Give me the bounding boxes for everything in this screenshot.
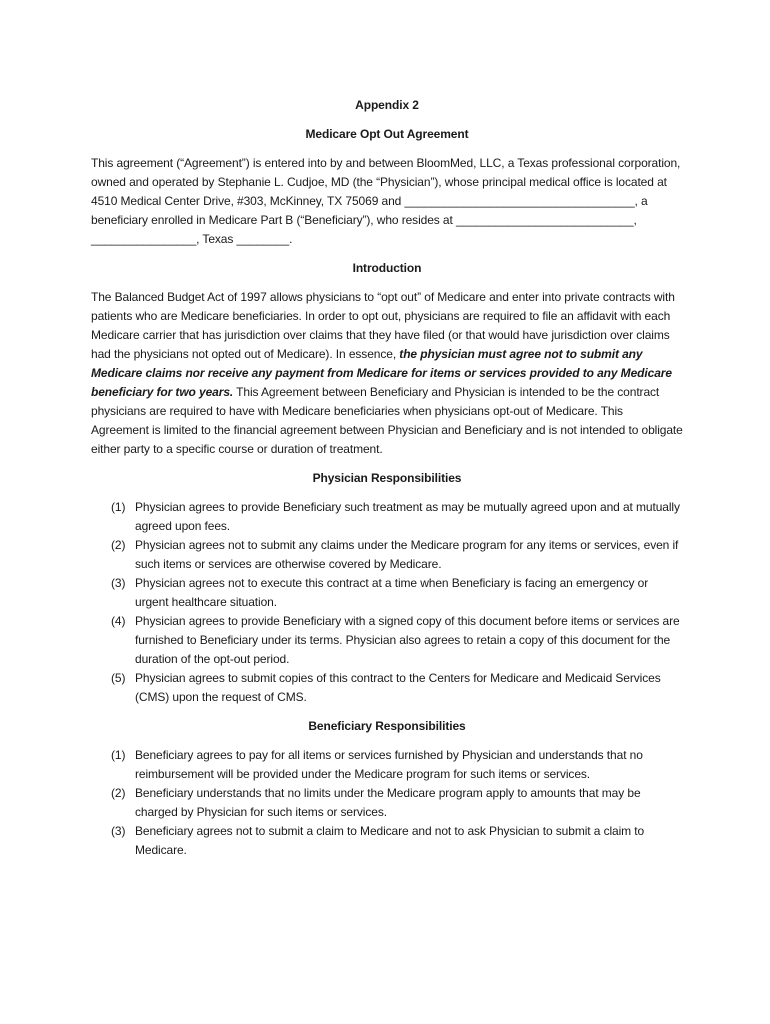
beneficiary-responsibilities-list [91,746,683,860]
list-item [91,612,683,669]
introduction-text-after: This Agreement between Beneficiary and Physician is intended to be the contract physicians are required to have with Medicare beneficiaries when physicians opt-out of Medicare. This Agreement is limited to the financial agreement between Physician and Beneficiary and is not intended to obligate either party to a specific course or duration of treatment. [91,385,683,456]
list-item [91,822,683,860]
list-item-text: Physician agrees to provide Beneficiary with a signed copy of this document before items or services are furnished to Beneficiary under its terms. Physician also agrees to retain a copy of this document for the duration of the opt-out period. [135,614,680,666]
list-item-number: (3) [111,824,126,838]
introduction-text-emphasis: the physician must agree not to submit any Medicare claims nor receive any payment from Medicare for items or services provided to any Medicare beneficiary for two years. [91,347,672,399]
list-item-number: (5) [111,671,126,685]
list-item-text: Physician agrees to provide Beneficiary such treatment as may be mutually agreed upon and at mutually agreed upon fees. [135,500,680,533]
beneficiary-responsibilities-heading: Beneficiary Responsibilities [308,719,466,733]
list-item-number: (2) [111,538,126,552]
list-item-text: Physician agrees not to execute this contract at a time when Beneficiary is facing an emergency or urgent healthcare situation. [135,576,649,609]
introduction-text-before: The Balanced Budget Act of 1997 allows physicians to “opt out” of Medicare and enter into private contracts with patients who are Medicare beneficiaries. In order to opt out, physicians are required to file an affidavit with each Medicare carrier that has jurisdiction over claims that they have filed (or that would have jurisdiction over claims had the physicians not opted out of Medicare). In essence, [91,290,675,361]
list-item-text: Physician agrees not to submit any claims under the Medicare program for any items or services, even if such items or services are otherwise covered by Medicare. [135,538,679,571]
document-title: Medicare Opt Out Agreement [305,127,469,141]
intro-paragraph: This agreement (“Agreement”) is entered into by and between BloomMed, LLC, a Texas professional corporation, owned and operated by Stephanie L. Cudjoe, MD (the “Physician”), whose principal medical office is located at 4510 Medical Center Drive, #303, McKinney, TX 75069 and ___________________________________, a beneficiary enrolled in Medicare Part B (“Beneficiary”), who resides at ___________________________, ________________, Texas ________. [91,156,681,246]
list-item-number: (1) [111,748,126,762]
introduction-paragraph [91,288,683,459]
list-item [91,784,683,822]
list-item [91,669,683,707]
list-item [91,498,683,536]
list-item-number: (2) [111,786,126,800]
list-item-text: Beneficiary agrees to pay for all items or services furnished by Physician and understands that no reimbursement will be provided under the Medicare program for such items or services. [135,748,643,781]
list-item [91,746,683,784]
list-item-number: (4) [111,614,126,628]
list-item-text: Beneficiary agrees not to submit a claim to Medicare and not to ask Physician to submit a claim to Medicare. [135,824,645,857]
document-page [91,96,683,870]
physician-responsibilities-list [91,498,683,707]
appendix-heading: Appendix 2 [355,98,419,112]
introduction-heading: Introduction [352,261,422,275]
list-item-number: (3) [111,576,126,590]
list-item-text: Physician agrees to submit copies of this contract to the Centers for Medicare and Medicaid Services (CMS) upon the request of CMS. [135,671,661,704]
list-item-text: Beneficiary understands that no limits under the Medicare program apply to amounts that may be charged by Physician for such items or services. [135,786,641,819]
list-item-number: (1) [111,500,126,514]
list-item [91,536,683,574]
list-item [91,574,683,612]
physician-responsibilities-heading: Physician Responsibilities [312,471,462,485]
